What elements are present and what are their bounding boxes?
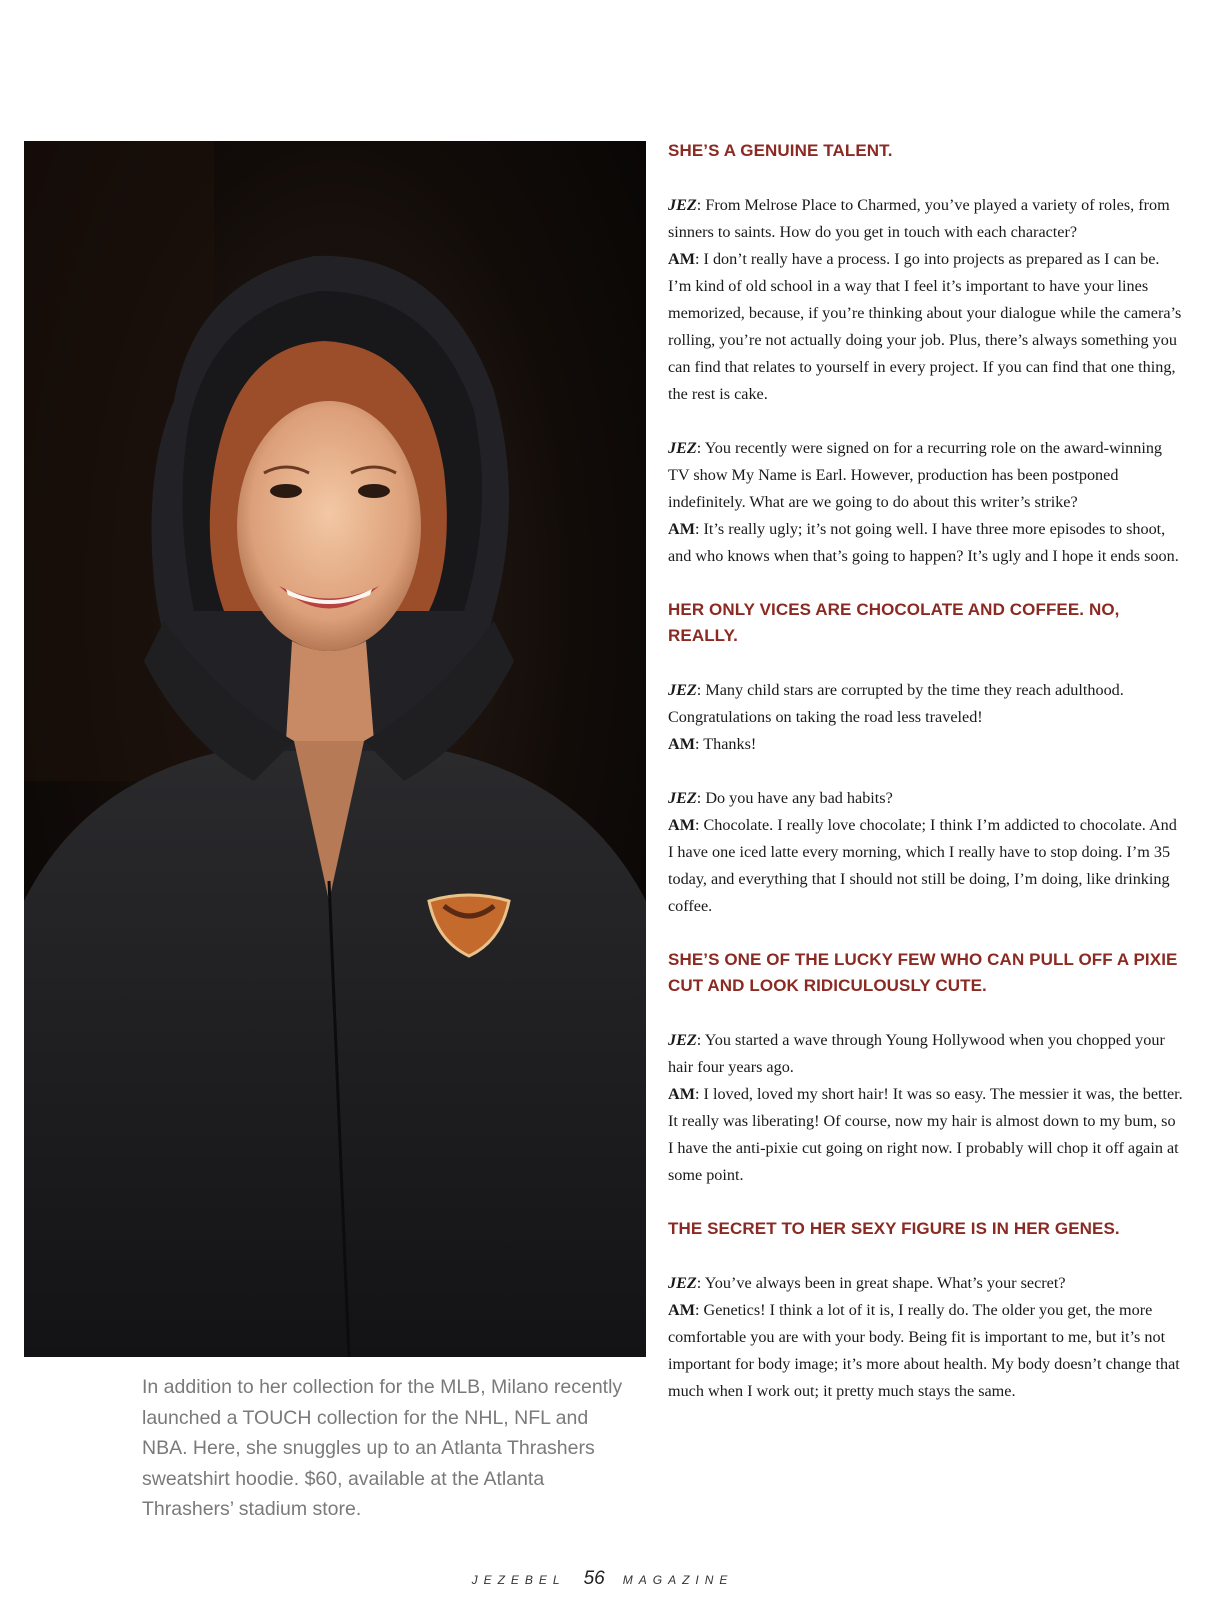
question-text: : From Melrose Place to Charmed, you’ve played a variety of roles, from sinners to saints. How do you get in touch with each character? [668,196,1170,241]
question-text: : Do you have any bad habits? [696,789,893,807]
speaker-jez: JEZ [668,439,697,457]
answer-text: : I loved, loved my short hair! It was so easy. The messier it was, the better. It really was liberating! Of course, now my hair is almost down to my bum, so I have the anti-pixie cut going on right now. I probably will chop it off again at some point. [668,1085,1183,1184]
portrait-illustration [24,141,646,1357]
answer-text: : It’s really ugly; it’s not going well. I have three more episodes to shoot, and who knows when that’s going to happen? It’s ugly and I hope it ends soon. [668,520,1179,565]
question-text: : You recently were signed on for a recurring role on the award-winning TV show My Name is Earl. However, production has been postponed indefinitely. What are we going to do about this writer’s strike? [668,439,1163,511]
magazine-name-right: MAGAZINE [622,1573,734,1587]
speaker-am: AM [668,735,695,753]
interview-column [668,138,1183,1405]
page-footer [0,1568,1205,1590]
question-text: : You’ve always been in great shape. What’s your secret? [696,1274,1066,1292]
photo-caption: In addition to her collection for the MLB, Milano recently launched a TOUCH collection for the NHL, NFL and NBA. Here, she snuggles up to an Atlanta Thrashers sweatshirt hoodie. $60, available at the Atlanta Thrashers’ stadium store. [142,1376,623,1520]
section-heading: THE SECRET TO HER SEXY FIGURE IS IN HER GENES. [668,1219,1120,1238]
speaker-am: AM [668,250,695,268]
answer-text: : Chocolate. I really love chocolate; I think I’m addicted to chocolate. And I have one iced latte every morning, which I really have to stop doing. I’m 35 today, and everything that I should not still be doing, I’m doing, like drinking coffee. [668,816,1177,915]
question-text: : You started a wave through Young Hollywood when you chopped your hair four years ago. [668,1031,1165,1076]
section-heading: SHE’S A GENUINE TALENT. [668,141,893,160]
magazine-name-left: JEZEBEL [471,1573,566,1587]
qa-block [668,1270,1183,1405]
qa-block [668,785,1183,920]
qa-block [668,192,1183,408]
answer-text: : Genetics! I think a lot of it is, I really do. The older you get, the more comfortable you are with your body. Being fit is important to me, but it’s not important for body image; it’s more about health. My body doesn’t change that much when I work out; it pretty much stays the same. [668,1301,1180,1400]
speaker-am: AM [668,520,695,538]
page-number: 56 [583,1568,605,1589]
qa-block [668,677,1183,758]
speaker-am: AM [668,1085,695,1103]
qa-block [668,435,1183,570]
speaker-am: AM [668,816,695,834]
speaker-jez: JEZ [668,681,697,699]
speaker-jez: JEZ [668,1274,697,1292]
speaker-am: AM [668,1301,695,1319]
answer-text: : Thanks! [694,735,757,753]
portrait-photo [24,141,646,1357]
section-heading: HER ONLY VICES ARE CHOCOLATE AND COFFEE. NO, REALLY. [668,600,1120,645]
speaker-jez: JEZ [668,196,697,214]
question-text: : Many child stars are corrupted by the time they reach adulthood. Congratulations on taking the road less traveled! [668,681,1124,726]
answer-text: : I don’t really have a process. I go into projects as prepared as I can be. I’m kind of old school in a way that I feel it’s important to have your lines memorized, because, if you’re thinking about your dialogue while the camera’s rolling, you’re not actually doing your job. Plus, there’s always something you can find that relates to yourself in every project. If you can find that one thing, the rest is cake. [668,250,1182,403]
speaker-jez: JEZ [668,789,697,807]
section-heading: SHE’S ONE OF THE LUCKY FEW WHO CAN PULL OFF A PIXIE CUT AND LOOK RIDICULOUSLY CUTE. [668,950,1178,995]
qa-block [668,1027,1183,1189]
speaker-jez: JEZ [668,1031,697,1049]
